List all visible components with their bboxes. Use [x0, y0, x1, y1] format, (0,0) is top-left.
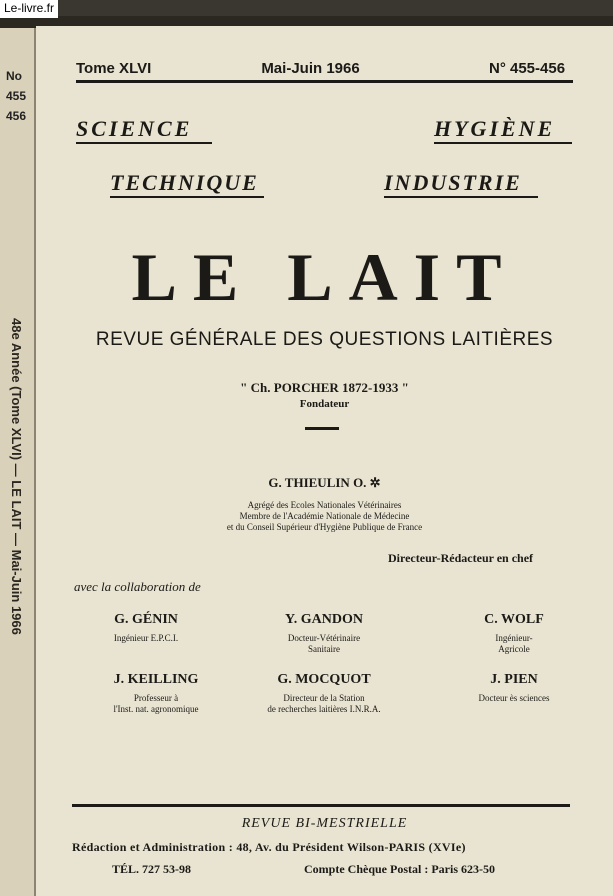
book-spine [0, 28, 36, 896]
director-title-line: Agrégé des Ecoles Nationales Vétérinaires [247, 500, 402, 510]
collaborator-role: Directeur de la Station [283, 693, 365, 703]
spine-number-label: No [6, 69, 22, 83]
founder-name: " Ch. PORCHER 1872-1933 " [240, 380, 409, 395]
watermark: Le-livre.fr [0, 0, 58, 18]
collaborator-role: Sanitaire [308, 644, 340, 654]
technique-underline [110, 196, 264, 198]
section-industrie: INDUSTRIE [384, 170, 522, 195]
editorial-address: Rédaction et Administration : 48, Av. du Président Wilson-PARIS (XVIe) [72, 840, 466, 854]
collaborator-name: C. WOLF [484, 612, 544, 627]
industrie-underline [384, 196, 538, 198]
collaborator-role: Agricole [498, 644, 530, 654]
section-science: SCIENCE [76, 116, 193, 141]
footer-rule [72, 804, 570, 807]
phone-number: TÉL. 727 53-98 [112, 862, 192, 876]
collaborator-mocquot [239, 672, 409, 715]
spine-text: 48e Année (Tome XLVI) — LE LAIT — Mai-Juin 1966 [9, 318, 24, 635]
spine-number-bottom: 456 [6, 109, 27, 123]
collaborator-wolf [434, 612, 594, 655]
collaborator-name: G. GÉNIN [114, 612, 178, 627]
issue-number: N° 455-456 [489, 60, 566, 77]
spine-number-top: 455 [6, 89, 27, 103]
collaborator-name: Y. GANDON [284, 612, 364, 627]
collaborator-role: Ingénieur E.P.C.I. [113, 633, 179, 643]
collaborator-genin [66, 612, 226, 644]
collaborator-gandon [239, 612, 409, 655]
collaborator-name: J. KEILLING [113, 672, 199, 687]
collaborator-name: J. PIEN [490, 672, 538, 687]
journal-cover [36, 26, 613, 896]
director-role: Directeur-Rédacteur en chef [388, 551, 534, 565]
postal-account: Compte Chèque Postal : Paris 623-50 [304, 862, 495, 876]
section-hygiene: HYGIÈNE [434, 116, 556, 141]
science-underline [76, 142, 212, 144]
director-title-line: Membre de l'Académie Nationale de Médecine [239, 511, 410, 521]
tome-label: Tome XLVI [76, 60, 152, 77]
section-technique: TECHNIQUE [110, 170, 259, 195]
periodicity: REVUE BI-MESTRIELLE [241, 816, 408, 831]
spine-text-wrap [1, 318, 33, 878]
collaborator-name: G. MOCQUOT [277, 672, 371, 687]
collaboration-label: avec la collaboration de [74, 579, 201, 594]
collaborator-keilling [66, 672, 246, 715]
collaborator-pien [434, 672, 594, 704]
journal-title: LE LAIT [131, 239, 518, 315]
director-name: G. THIEULIN O. ✲ [268, 475, 381, 490]
founder-role: Fondateur [299, 398, 350, 410]
collaborator-role: Ingénieur- [495, 633, 533, 643]
founder-divider [305, 427, 339, 430]
collaborator-role: Docteur-Vétérinaire [287, 633, 361, 643]
hygiene-underline [434, 142, 572, 144]
director-titles [36, 500, 613, 533]
collaborator-role: Professeur à [133, 693, 179, 703]
header-rule [76, 80, 573, 83]
collaborator-role: de recherches laitières I.N.R.A. [267, 704, 381, 714]
issue-date: Mai-Juin 1966 [261, 60, 360, 77]
collaborator-role: Docteur ès sciences [478, 693, 550, 703]
collaborator-role: l'Inst. nat. agronomique [113, 704, 199, 714]
director-title-line: et du Conseil Supérieur d'Hygiène Publique de France [226, 522, 423, 532]
journal-subtitle: REVUE GÉNÉRALE DES QUESTIONS LAITIÈRES [95, 329, 554, 350]
